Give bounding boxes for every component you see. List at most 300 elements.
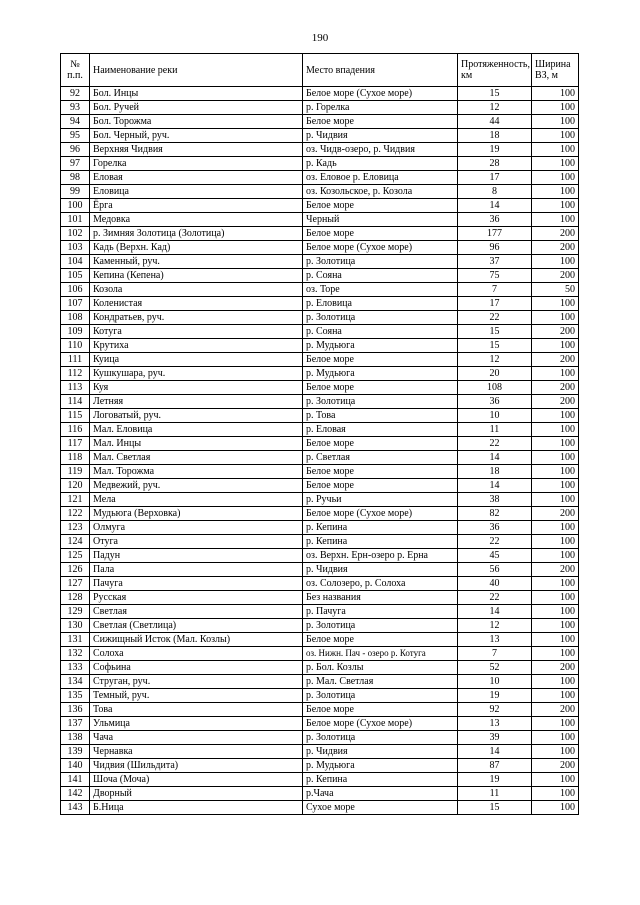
cell-num: 114 (61, 395, 90, 409)
table-row (61, 493, 579, 507)
header-river-name: Наименование реки (90, 54, 303, 87)
table-row (61, 507, 579, 521)
table-row (61, 325, 579, 339)
cell-width: 100 (532, 143, 579, 157)
cell-num: 108 (61, 311, 90, 325)
cell-length: 177 (458, 227, 532, 241)
table-row (61, 283, 579, 297)
cell-river-name: Кадь (Верхн. Кад) (90, 241, 303, 255)
table-row (61, 619, 579, 633)
cell-num: 138 (61, 731, 90, 745)
cell-length: 38 (458, 493, 532, 507)
cell-river-name: р. Зимняя Золотица (Золотица) (90, 227, 303, 241)
cell-num: 109 (61, 325, 90, 339)
cell-mouth-location: оз. Солозеро, р. Солоха (303, 577, 458, 591)
cell-num: 137 (61, 717, 90, 731)
cell-width: 200 (532, 325, 579, 339)
table-row (61, 171, 579, 185)
table-row (61, 381, 579, 395)
cell-width: 100 (532, 101, 579, 115)
cell-mouth-location: р. Мудьюга (303, 339, 458, 353)
cell-river-name: Това (90, 703, 303, 717)
table-row (61, 521, 579, 535)
cell-mouth-location: р. Ручьи (303, 493, 458, 507)
cell-river-name: Шоча (Моча) (90, 773, 303, 787)
cell-length: 17 (458, 171, 532, 185)
cell-river-name: Чача (90, 731, 303, 745)
cell-mouth-location: р. Сояна (303, 269, 458, 283)
cell-river-name: Дворный (90, 787, 303, 801)
cell-river-name: Бол. Черный, руч. (90, 129, 303, 143)
cell-length: 22 (458, 311, 532, 325)
table-row (61, 479, 579, 493)
cell-river-name: Медвежий, руч. (90, 479, 303, 493)
cell-num: 107 (61, 297, 90, 311)
cell-river-name: Кондратьев, руч. (90, 311, 303, 325)
cell-mouth-location: р. Светлая (303, 451, 458, 465)
table-row (61, 801, 579, 815)
table-row (61, 227, 579, 241)
cell-river-name: Ёрга (90, 199, 303, 213)
cell-river-name: Мал. Инцы (90, 437, 303, 451)
table-row (61, 409, 579, 423)
cell-num: 111 (61, 353, 90, 367)
cell-num: 133 (61, 661, 90, 675)
cell-length: 52 (458, 661, 532, 675)
cell-width: 100 (532, 745, 579, 759)
table-row (61, 199, 579, 213)
table-row (61, 759, 579, 773)
cell-width: 100 (532, 773, 579, 787)
cell-length: 14 (458, 745, 532, 759)
cell-mouth-location: р. Кепина (303, 773, 458, 787)
cell-length: 11 (458, 787, 532, 801)
cell-mouth-location: Белое море (Сухое море) (303, 87, 458, 101)
cell-length: 56 (458, 563, 532, 577)
rivers-table (60, 53, 579, 815)
table-row (61, 437, 579, 451)
table-row (61, 367, 579, 381)
cell-num: 100 (61, 199, 90, 213)
cell-width: 100 (532, 157, 579, 171)
cell-length: 12 (458, 619, 532, 633)
cell-num: 116 (61, 423, 90, 437)
cell-length: 13 (458, 717, 532, 731)
cell-river-name: Куя (90, 381, 303, 395)
table-row (61, 423, 579, 437)
cell-length: 12 (458, 101, 532, 115)
cell-river-name: Чидвия (Шильдита) (90, 759, 303, 773)
cell-width: 100 (532, 605, 579, 619)
cell-length: 12 (458, 353, 532, 367)
cell-mouth-location: Белое море (303, 633, 458, 647)
cell-width: 100 (532, 423, 579, 437)
cell-mouth-location: Без названия (303, 591, 458, 605)
cell-length: 40 (458, 577, 532, 591)
cell-river-name: Солоха (90, 647, 303, 661)
cell-length: 19 (458, 143, 532, 157)
cell-num: 112 (61, 367, 90, 381)
cell-river-name: Струган, руч. (90, 675, 303, 689)
cell-num: 135 (61, 689, 90, 703)
cell-num: 131 (61, 633, 90, 647)
cell-width: 200 (532, 759, 579, 773)
cell-mouth-location: Белое море (303, 437, 458, 451)
cell-num: 123 (61, 521, 90, 535)
cell-width: 100 (532, 213, 579, 227)
cell-width: 100 (532, 619, 579, 633)
cell-length: 15 (458, 339, 532, 353)
cell-river-name: Крутиха (90, 339, 303, 353)
cell-river-name: Коленистая (90, 297, 303, 311)
table-row (61, 591, 579, 605)
cell-mouth-location: р. Мал. Светлая (303, 675, 458, 689)
table-row (61, 115, 579, 129)
cell-river-name: Б.Ница (90, 801, 303, 815)
table-row (61, 241, 579, 255)
cell-length: 19 (458, 689, 532, 703)
cell-mouth-location: Белое море (303, 115, 458, 129)
cell-width: 100 (532, 787, 579, 801)
cell-width: 100 (532, 171, 579, 185)
cell-mouth-location: р. Золотица (303, 689, 458, 703)
cell-length: 20 (458, 367, 532, 381)
cell-width: 100 (532, 591, 579, 605)
cell-mouth-location: р. Пачуга (303, 605, 458, 619)
cell-width: 100 (532, 633, 579, 647)
cell-mouth-location: р. Чидвия (303, 563, 458, 577)
cell-width: 100 (532, 115, 579, 129)
cell-width: 200 (532, 269, 579, 283)
cell-num: 98 (61, 171, 90, 185)
table-row (61, 353, 579, 367)
cell-num: 120 (61, 479, 90, 493)
cell-num: 94 (61, 115, 90, 129)
cell-river-name: Русская (90, 591, 303, 605)
cell-river-name: Кушкушара, руч. (90, 367, 303, 381)
cell-mouth-location: р. Това (303, 409, 458, 423)
cell-length: 82 (458, 507, 532, 521)
cell-mouth-location: р. Еловая (303, 423, 458, 437)
cell-width: 100 (532, 451, 579, 465)
cell-num: 101 (61, 213, 90, 227)
table-row (61, 661, 579, 675)
table-row (61, 255, 579, 269)
table-row (61, 773, 579, 787)
table-row (61, 577, 579, 591)
cell-length: 15 (458, 325, 532, 339)
table-row (61, 465, 579, 479)
table-row (61, 787, 579, 801)
cell-width: 100 (532, 437, 579, 451)
table-row (61, 311, 579, 325)
cell-width: 100 (532, 535, 579, 549)
cell-num: 106 (61, 283, 90, 297)
cell-river-name: Бол. Торожма (90, 115, 303, 129)
cell-num: 118 (61, 451, 90, 465)
cell-num: 97 (61, 157, 90, 171)
cell-river-name: Еловица (90, 185, 303, 199)
cell-num: 125 (61, 549, 90, 563)
cell-width: 100 (532, 675, 579, 689)
cell-num: 119 (61, 465, 90, 479)
header-width: Ширина ВЗ, м (532, 54, 579, 87)
cell-length: 14 (458, 451, 532, 465)
cell-length: 92 (458, 703, 532, 717)
cell-length: 17 (458, 297, 532, 311)
table-row (61, 675, 579, 689)
cell-num: 136 (61, 703, 90, 717)
cell-length: 15 (458, 87, 532, 101)
table-row (61, 731, 579, 745)
cell-width: 100 (532, 549, 579, 563)
cell-length: 108 (458, 381, 532, 395)
cell-width: 100 (532, 409, 579, 423)
cell-mouth-location: Белое море (303, 353, 458, 367)
table-body (61, 87, 579, 815)
cell-width: 100 (532, 129, 579, 143)
cell-river-name: Еловая (90, 171, 303, 185)
cell-num: 93 (61, 101, 90, 115)
cell-mouth-location: Белое море (Сухое море) (303, 717, 458, 731)
cell-num: 129 (61, 605, 90, 619)
cell-river-name: Светлая (90, 605, 303, 619)
cell-num: 117 (61, 437, 90, 451)
cell-num: 96 (61, 143, 90, 157)
cell-width: 200 (532, 381, 579, 395)
cell-mouth-location: Белое море (Сухое море) (303, 507, 458, 521)
cell-width: 200 (532, 227, 579, 241)
table-row (61, 129, 579, 143)
cell-mouth-location: оз. Торе (303, 283, 458, 297)
cell-river-name: Бол. Инцы (90, 87, 303, 101)
cell-river-name: Мудьюга (Верховка) (90, 507, 303, 521)
cell-length: 36 (458, 213, 532, 227)
cell-river-name: Олмуга (90, 521, 303, 535)
cell-mouth-location: р. Кадь (303, 157, 458, 171)
cell-width: 200 (532, 395, 579, 409)
cell-mouth-location: р. Мудьюга (303, 367, 458, 381)
header-mouth-location: Место впадения (303, 54, 458, 87)
cell-length: 19 (458, 773, 532, 787)
cell-num: 127 (61, 577, 90, 591)
table-row (61, 745, 579, 759)
cell-length: 10 (458, 675, 532, 689)
cell-num: 126 (61, 563, 90, 577)
cell-mouth-location: р.Чача (303, 787, 458, 801)
cell-width: 100 (532, 199, 579, 213)
header-num: № п.п. (61, 54, 90, 87)
cell-width: 100 (532, 185, 579, 199)
cell-num: 103 (61, 241, 90, 255)
cell-mouth-location: оз. Нижн. Пач - озеро р. Котуга (303, 647, 458, 661)
cell-width: 100 (532, 717, 579, 731)
table-row (61, 87, 579, 101)
cell-num: 143 (61, 801, 90, 815)
table-header-row (61, 54, 579, 87)
cell-length: 22 (458, 437, 532, 451)
header-length: Протяженность, км (458, 54, 532, 87)
cell-length: 36 (458, 395, 532, 409)
cell-num: 132 (61, 647, 90, 661)
cell-mouth-location: р. Кепина (303, 521, 458, 535)
table-row (61, 451, 579, 465)
cell-num: 95 (61, 129, 90, 143)
cell-mouth-location: р. Золотица (303, 731, 458, 745)
cell-length: 75 (458, 269, 532, 283)
cell-length: 18 (458, 129, 532, 143)
cell-river-name: Темный, руч. (90, 689, 303, 703)
cell-num: 104 (61, 255, 90, 269)
cell-length: 39 (458, 731, 532, 745)
cell-length: 44 (458, 115, 532, 129)
cell-mouth-location: р. Золотица (303, 619, 458, 633)
table-row (61, 213, 579, 227)
cell-width: 200 (532, 703, 579, 717)
cell-river-name: Котуга (90, 325, 303, 339)
cell-length: 45 (458, 549, 532, 563)
cell-length: 22 (458, 535, 532, 549)
table-row (61, 717, 579, 731)
cell-length: 96 (458, 241, 532, 255)
cell-river-name: Бол. Ручей (90, 101, 303, 115)
cell-mouth-location: Белое море (Сухое море) (303, 241, 458, 255)
table-row (61, 633, 579, 647)
table-row (61, 395, 579, 409)
cell-river-name: Пачуга (90, 577, 303, 591)
cell-mouth-location: р. Чидвия (303, 129, 458, 143)
cell-width: 100 (532, 339, 579, 353)
cell-length: 14 (458, 479, 532, 493)
cell-length: 15 (458, 801, 532, 815)
cell-river-name: Мела (90, 493, 303, 507)
cell-width: 50 (532, 283, 579, 297)
cell-length: 13 (458, 633, 532, 647)
cell-width: 100 (532, 297, 579, 311)
cell-river-name: Логоватый, руч. (90, 409, 303, 423)
table-row (61, 297, 579, 311)
cell-mouth-location: р. Мудьюга (303, 759, 458, 773)
table-row (61, 689, 579, 703)
cell-num: 113 (61, 381, 90, 395)
cell-mouth-location: Черный (303, 213, 458, 227)
cell-mouth-location: Белое море (303, 381, 458, 395)
table-row (61, 157, 579, 171)
cell-mouth-location: Сухое море (303, 801, 458, 815)
cell-river-name: Падун (90, 549, 303, 563)
cell-num: 121 (61, 493, 90, 507)
cell-width: 100 (532, 521, 579, 535)
cell-length: 14 (458, 605, 532, 619)
cell-mouth-location: оз. Чидв-озеро, р. Чидвия (303, 143, 458, 157)
cell-mouth-location: р. Чидвия (303, 745, 458, 759)
cell-river-name: Мал. Торожма (90, 465, 303, 479)
cell-width: 100 (532, 367, 579, 381)
cell-width: 100 (532, 801, 579, 815)
cell-length: 11 (458, 423, 532, 437)
cell-num: 99 (61, 185, 90, 199)
cell-width: 200 (532, 563, 579, 577)
cell-num: 124 (61, 535, 90, 549)
table-row (61, 605, 579, 619)
cell-width: 200 (532, 507, 579, 521)
cell-river-name: Куица (90, 353, 303, 367)
table-row (61, 143, 579, 157)
cell-mouth-location: Белое море (303, 465, 458, 479)
cell-mouth-location: р. Сояна (303, 325, 458, 339)
cell-length: 22 (458, 591, 532, 605)
cell-mouth-location: р. Золотица (303, 311, 458, 325)
cell-mouth-location: Белое море (303, 703, 458, 717)
cell-mouth-location: Белое море (303, 479, 458, 493)
cell-width: 100 (532, 255, 579, 269)
table-row (61, 647, 579, 661)
cell-num: 140 (61, 759, 90, 773)
cell-length: 37 (458, 255, 532, 269)
cell-width: 100 (532, 311, 579, 325)
cell-num: 134 (61, 675, 90, 689)
cell-num: 141 (61, 773, 90, 787)
cell-river-name: Сижищный Исток (Мал. Козлы) (90, 633, 303, 647)
cell-mouth-location: р. Кепина (303, 535, 458, 549)
cell-river-name: Летняя (90, 395, 303, 409)
table-row (61, 269, 579, 283)
cell-mouth-location: оз. Еловое р. Еловица (303, 171, 458, 185)
page-number: 190 (311, 32, 329, 44)
cell-river-name: Козола (90, 283, 303, 297)
cell-river-name: Кепина (Кепена) (90, 269, 303, 283)
cell-length: 7 (458, 647, 532, 661)
cell-river-name: Мал. Еловица (90, 423, 303, 437)
table-row (61, 185, 579, 199)
cell-mouth-location: Белое море (303, 199, 458, 213)
cell-river-name: Отуга (90, 535, 303, 549)
table-row (61, 703, 579, 717)
cell-river-name: Пала (90, 563, 303, 577)
cell-length: 10 (458, 409, 532, 423)
cell-mouth-location: р. Золотица (303, 255, 458, 269)
table-row (61, 339, 579, 353)
cell-mouth-location: р. Горелка (303, 101, 458, 115)
cell-width: 100 (532, 493, 579, 507)
cell-length: 14 (458, 199, 532, 213)
cell-width: 100 (532, 465, 579, 479)
cell-num: 105 (61, 269, 90, 283)
cell-length: 7 (458, 283, 532, 297)
cell-river-name: Медовка (90, 213, 303, 227)
cell-river-name: Софьина (90, 661, 303, 675)
cell-length: 87 (458, 759, 532, 773)
cell-river-name: Чернавка (90, 745, 303, 759)
cell-mouth-location: р. Еловица (303, 297, 458, 311)
cell-river-name: Мал. Светлая (90, 451, 303, 465)
cell-width: 100 (532, 647, 579, 661)
cell-river-name: Каменный, руч. (90, 255, 303, 269)
cell-width: 100 (532, 577, 579, 591)
cell-length: 8 (458, 185, 532, 199)
cell-width: 200 (532, 353, 579, 367)
cell-river-name: Светлая (Светлица) (90, 619, 303, 633)
cell-length: 28 (458, 157, 532, 171)
cell-river-name: Верхняя Чидвия (90, 143, 303, 157)
cell-num: 92 (61, 87, 90, 101)
table-row (61, 549, 579, 563)
cell-num: 128 (61, 591, 90, 605)
cell-mouth-location: р. Бол. Козлы (303, 661, 458, 675)
cell-mouth-location: р. Золотица (303, 395, 458, 409)
cell-num: 139 (61, 745, 90, 759)
cell-length: 36 (458, 521, 532, 535)
